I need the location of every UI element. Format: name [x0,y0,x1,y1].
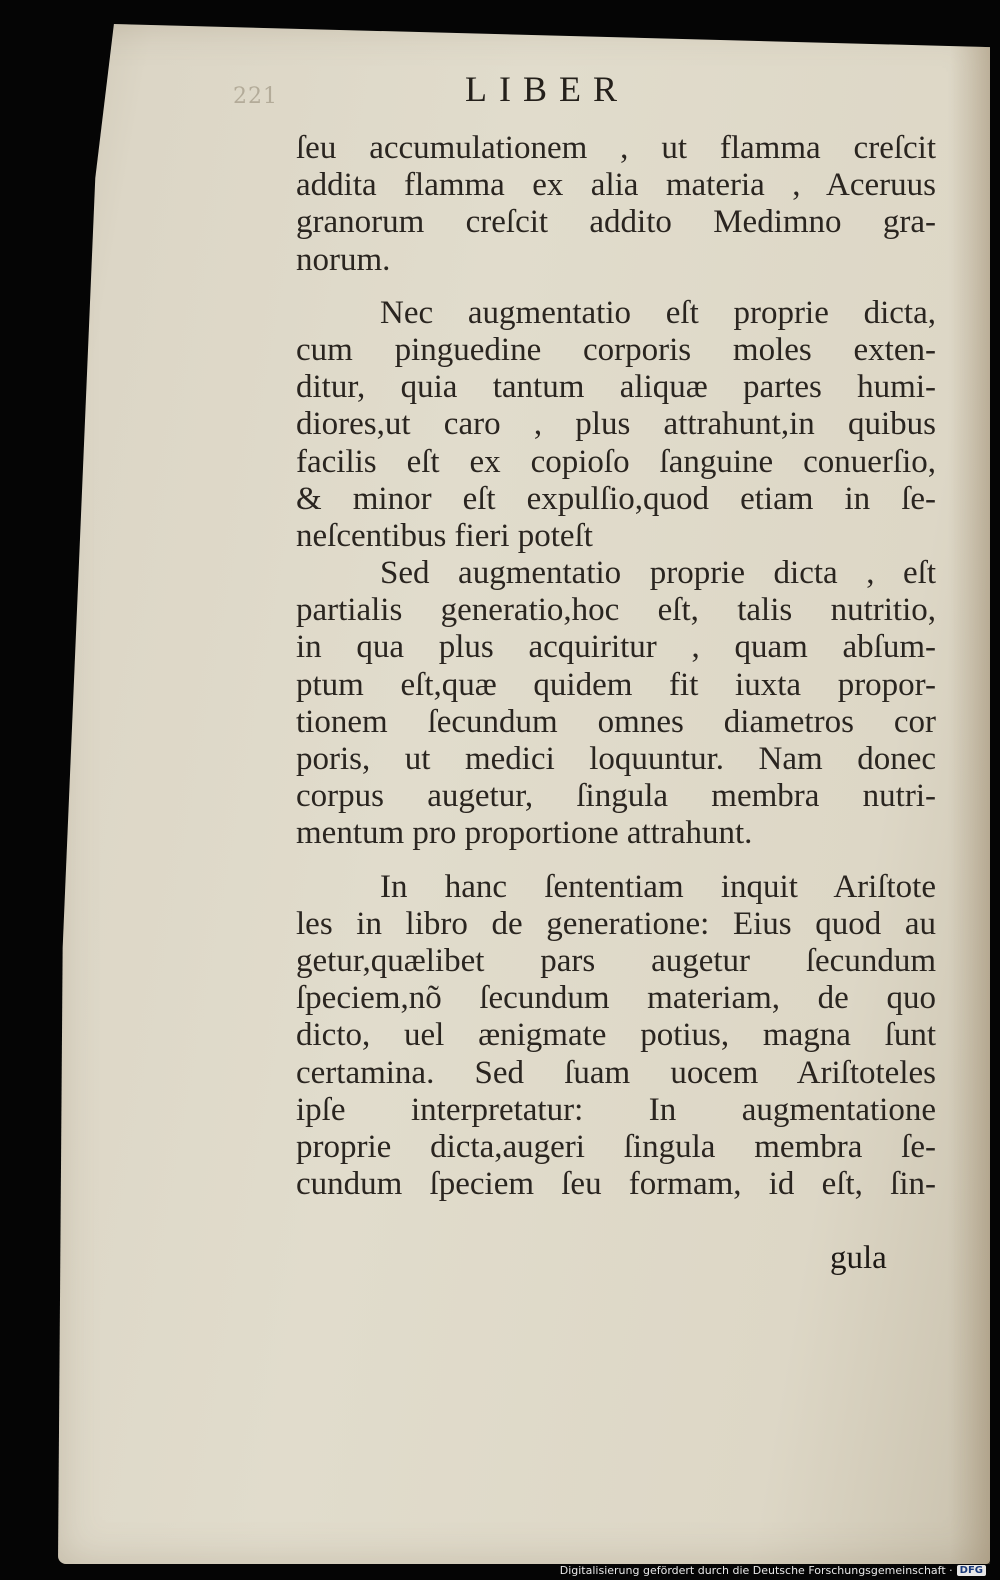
text-line: addita flamma ex alia materia , Aceruus [296,167,936,204]
text-line: partialis generatio,hoc eſt, talis nutritio, [296,592,936,629]
text-line: les in libro de generatione: Eius quod au [296,905,936,942]
dfg-logo-icon: DFG [957,1565,986,1576]
catchword: gula [830,1240,887,1276]
text-line: corpus augetur, ſingula membra nutri- [296,778,936,815]
page-number: 221 [233,84,278,109]
text-line: Nec augmentatio eſt proprie dicta, [380,294,936,331]
text-line: cum pinguedine corporis moles exten- [296,331,936,368]
paragraph-2 [296,295,936,555]
running-head: LIBER [465,69,629,109]
text-line: in qua plus acquiritur , quam abſum- [296,629,936,666]
paragraph-1 [296,130,936,279]
text-line: & minor eſt expulſio,quod etiam in ſe- [296,480,936,517]
text-line: certamina. Sed ſuam uocem Ariſtoteles [296,1054,936,1091]
text-line: tionem ſecundum omnes diametros cor [296,703,936,740]
text-line: ſpeciem,nõ ſecundum materiam, de quo [296,980,936,1017]
text-line: dicto, uel ænigmate potius, magna ſunt [296,1017,936,1054]
text-line: cundum ſpeciem ſeu formam, id eſt, ſin- [296,1166,936,1203]
text-line: mentum pro proportione attrahunt. [296,815,753,852]
text-line: granorum creſcit addito Medimno gra- [296,204,936,241]
text-line: proprie dicta,augeri ſingula membra ſe- [296,1128,936,1165]
body-text [296,130,936,1203]
text-line: poris, ut medici loquuntur. Nam donec [296,741,936,777]
text-line: ipſe interpretatur: In augmentatione [296,1091,936,1128]
text-line: ptum eſt,quæ quidem fit iuxta propor- [296,666,936,703]
text-line: Sed augmentatio proprie dicta , eſt [380,555,936,592]
text-line: diores,ut caro , plus attrahunt,in quibus [296,406,936,443]
text-line: facilis eſt ex copioſo ſanguine conuerſio, [296,443,936,480]
paragraph-3 [296,555,936,853]
funding-banner [560,1564,986,1577]
text-line: getur,quælibet pars augetur ſecundum [296,942,936,979]
text-line: norum. [296,241,391,278]
text-line: ſeu accumulationem , ut flamma creſcit [296,130,936,166]
page-edge-shadow [950,24,990,1564]
funding-text: Digitalisierung gefördert durch die Deutsche Forschungsgemeinschaft · [559,1564,953,1577]
text-line: In hanc ſententiam inquit Ariſtote [380,868,936,905]
paragraph-4 [296,869,936,1204]
text-line: neſcentibus fieri poteſt [296,517,593,554]
text-line: ditur, quia tantum aliquæ partes humi- [296,369,936,406]
